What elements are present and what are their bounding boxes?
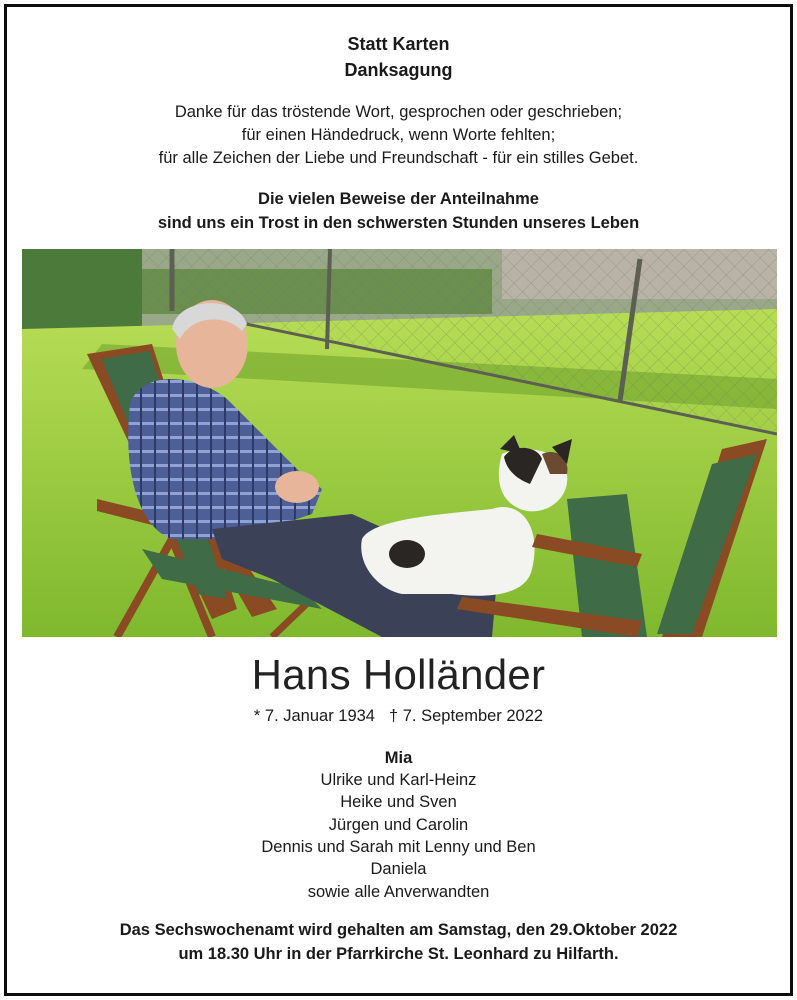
birth-date: * 7. Januar 1934 — [253, 707, 375, 725]
mourner-line: Dennis und Sarah mit Lenny und Ben — [261, 838, 536, 856]
emphasis-line-1: Die vielen Beweise der Anteilnahme — [258, 190, 539, 208]
verse-line-2: für einen Händedruck, wenn Worte fehlten; — [241, 126, 556, 144]
verse-line-3: für alle Zeichen der Liebe und Freundschaft - für ein stilles Gebet. — [158, 149, 639, 167]
death-date: † 7. September 2022 — [388, 707, 544, 725]
memorial-photo — [22, 249, 777, 637]
mourner-line: Heike und Sven — [340, 793, 457, 811]
mourner-line: Ulrike und Karl-Heinz — [320, 771, 477, 789]
garden-scene — [22, 249, 777, 637]
mourner-line: sowie alle Anverwandten — [307, 883, 490, 901]
mourner-line: Daniela — [370, 860, 427, 878]
mourner-line: Jürgen und Carolin — [328, 816, 469, 834]
header-danksagung: Danksagung — [344, 60, 453, 80]
verse-line-1: Danke für das tröstende Wort, gesprochen oder geschrieben; — [174, 103, 623, 121]
service-line-2: um 18.30 Uhr in der Pfarrkirche St. Leonhard zu Hilfarth. — [178, 945, 619, 963]
mourner-first: Mia — [384, 749, 413, 767]
deceased-name: Hans Holländer — [251, 651, 546, 698]
header-statt-karten: Statt Karten — [347, 34, 450, 54]
service-line-1: Das Sechswochenamt wird gehalten am Samstag, den 29.Oktober 2022 — [119, 921, 678, 939]
life-dates — [0, 705, 797, 727]
emphasis-line-2: sind uns ein Trost in den schwersten Stunden unseres Leben — [157, 214, 640, 232]
